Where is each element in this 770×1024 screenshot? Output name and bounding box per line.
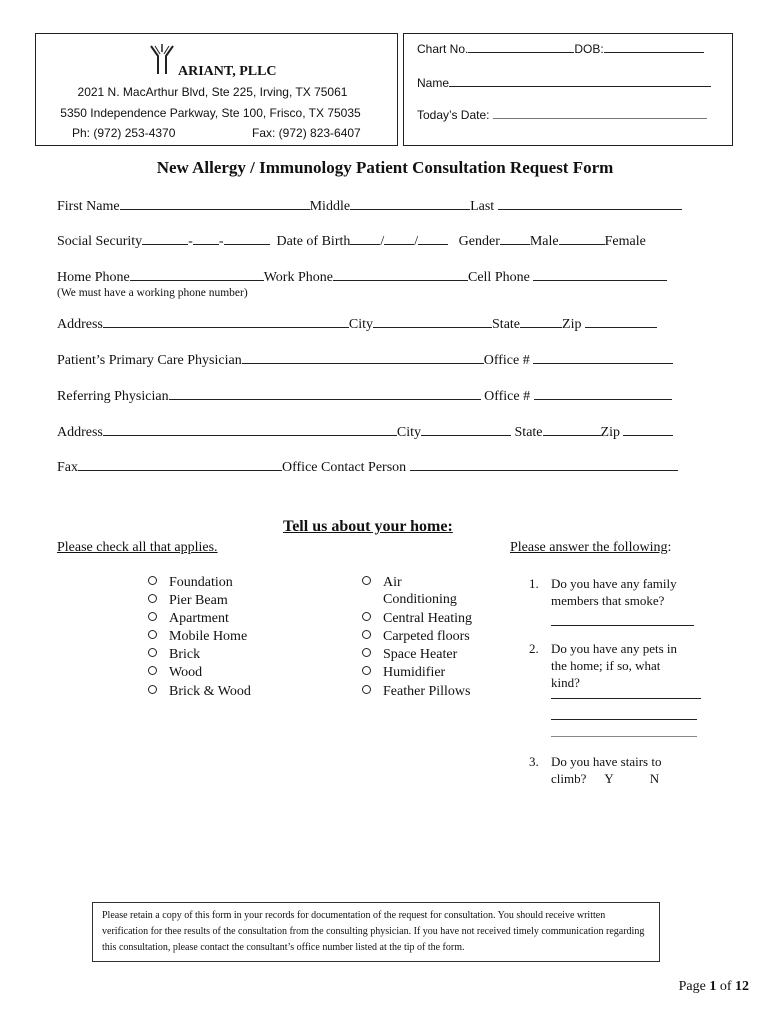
- pcp-label: Patient’s Primary Care Physician: [57, 353, 242, 368]
- pets-answer-field-3[interactable]: [551, 736, 697, 737]
- referring-office-label: Office #: [484, 389, 531, 404]
- chart-dob-row: [417, 41, 704, 56]
- dob-field[interactable]: [604, 41, 704, 53]
- chart-info-box: [403, 33, 733, 146]
- address-frisco: 5350 Independence Parkway, Ste 100, Frisco, TX 75035: [60, 106, 361, 120]
- option-wood[interactable]: Wood: [148, 665, 202, 681]
- pets-answer-field-2[interactable]: [551, 719, 697, 720]
- name-label: Name: [417, 76, 450, 90]
- option-humidifier[interactable]: Humidifier: [362, 665, 445, 681]
- stairs-no-option[interactable]: N: [649, 771, 660, 786]
- fax-label: Fax: [57, 460, 78, 475]
- option-air-conditioning[interactable]: Air: [362, 575, 402, 591]
- address-field[interactable]: [103, 316, 349, 328]
- option-brick-and-wood[interactable]: Brick & Wood: [148, 684, 251, 700]
- home-phone-label: Home Phone: [57, 270, 130, 285]
- checkbox-circle-icon[interactable]: [362, 576, 371, 585]
- pcp-office-label: Office #: [483, 353, 530, 368]
- pcp-row: [57, 352, 673, 369]
- ssn-dob-gender-row: Social Security - - Date of Birth / / Gender Male Female: [57, 234, 646, 249]
- company-logo-icon: [148, 44, 176, 76]
- referring-row: [57, 388, 672, 405]
- ref-zip-label: Zip: [600, 425, 620, 440]
- cell-phone-label: Cell Phone: [467, 270, 530, 285]
- form-title: New Allergy / Immunology Patient Consultation Request Form: [156, 158, 614, 177]
- female-label: Female: [604, 234, 646, 249]
- retention-notice-text: Please retain a copy of this form in your records for documentation of the request for consultation. You should receive written verification for thee results of the consultation from the consulting physician. If you have not received timely communication regarding this consultation, please contact the consultant’s office number listed at the tip of the form.: [102, 910, 645, 953]
- city-label: City: [348, 317, 374, 332]
- name-field[interactable]: [449, 75, 711, 87]
- todays-date-row: [417, 108, 707, 122]
- zip-label: Zip: [562, 317, 582, 332]
- ref-state-label: State: [514, 425, 543, 440]
- ssn-part3-field[interactable]: [224, 233, 270, 245]
- answer-instruction: Please answer the following:: [510, 540, 672, 555]
- option-brick[interactable]: Brick: [148, 647, 200, 663]
- question-stairs: 3. Do you have stairs to climb? Y N: [529, 754, 662, 786]
- checkbox-circle-icon[interactable]: [148, 648, 157, 657]
- retention-notice-box: [92, 902, 660, 962]
- ref-city-field[interactable]: [421, 424, 511, 436]
- cell-phone-field[interactable]: [533, 269, 667, 281]
- last-name-field[interactable]: [498, 198, 682, 210]
- last-label: Last: [470, 199, 495, 214]
- ref-city-label: City: [396, 425, 422, 440]
- dob-year-field[interactable]: [418, 233, 448, 245]
- pcp-field[interactable]: [242, 352, 484, 364]
- smoke-answer-field[interactable]: [551, 625, 694, 626]
- middle-name-field[interactable]: [350, 198, 470, 210]
- checkbox-circle-icon[interactable]: [148, 685, 157, 694]
- pcp-office-field[interactable]: [533, 352, 673, 364]
- phones-row: [57, 269, 667, 286]
- practice-header-box: [35, 33, 398, 146]
- work-phone-label: Work Phone: [263, 270, 333, 285]
- state-label: State: [492, 317, 521, 332]
- ref-zip-field[interactable]: [623, 424, 673, 436]
- address-irving: 2021 N. MacArthur Blvd, Ste 225, Irving, TX 75061: [77, 85, 348, 99]
- ssn-label: Social Security: [57, 234, 143, 249]
- checkbox-circle-icon[interactable]: [362, 666, 371, 675]
- patient-address-row: [57, 316, 657, 333]
- referring-address-row: [57, 424, 673, 441]
- gender-male-field[interactable]: [500, 233, 530, 245]
- checkbox-circle-icon[interactable]: [362, 612, 371, 621]
- question-smoke: 1. Do you have any family members that smoke?: [529, 576, 677, 608]
- todays-date-field[interactable]: [493, 108, 707, 119]
- referring-field[interactable]: [169, 388, 481, 400]
- male-label: Male: [529, 234, 559, 249]
- gender-label: Gender: [458, 234, 500, 249]
- name-fields-row: [57, 198, 682, 215]
- fax-field[interactable]: [78, 459, 282, 471]
- checkbox-circle-icon[interactable]: [148, 576, 157, 585]
- office-contact-field[interactable]: [410, 459, 678, 471]
- question-pets: 2. Do you have any pets in the home; if so, what kind?: [529, 641, 678, 690]
- gender-female-field[interactable]: [559, 233, 605, 245]
- checkbox-circle-icon[interactable]: [362, 648, 371, 657]
- stairs-yes-option[interactable]: Y: [604, 771, 614, 786]
- option-foundation[interactable]: Foundation: [148, 575, 233, 591]
- checkbox-circle-icon[interactable]: [362, 630, 371, 639]
- page-number: Page 1 of 12: [678, 979, 749, 994]
- fax-number: Fax: (972) 823-6407: [252, 126, 361, 140]
- fax-contact-row: [57, 459, 678, 476]
- address-label: Address: [57, 317, 103, 332]
- work-phone-field[interactable]: [333, 269, 468, 281]
- pets-answer-field-1[interactable]: [551, 698, 701, 699]
- phone-note: (We must have a working phone number): [57, 287, 248, 299]
- checkbox-circle-icon[interactable]: [148, 630, 157, 639]
- zip-field[interactable]: [585, 316, 657, 328]
- home-section-title: Tell us about your home:: [283, 518, 453, 535]
- middle-label: Middle: [309, 199, 351, 214]
- option-pier-beam[interactable]: Pier Beam: [148, 593, 228, 609]
- option-feather-pillows[interactable]: Feather Pillows: [362, 684, 471, 700]
- referring-office-field[interactable]: [534, 388, 672, 400]
- ref-address-field[interactable]: [103, 424, 397, 436]
- ref-state-field[interactable]: [543, 424, 601, 436]
- dob-month-field[interactable]: [350, 233, 380, 245]
- option-central-heating[interactable]: Central Heating: [362, 611, 472, 627]
- name-row: [417, 75, 711, 90]
- first-name-field[interactable]: [120, 198, 310, 210]
- chart-no-field[interactable]: [468, 41, 574, 53]
- option-apartment[interactable]: Apartment: [148, 611, 229, 627]
- checkbox-circle-icon[interactable]: [148, 612, 157, 621]
- company-name: ARIANT, PLLC: [178, 64, 277, 79]
- check-all-instruction: Please check all that applies.: [57, 540, 218, 555]
- referring-label: Referring Physician: [57, 389, 169, 404]
- checkbox-circle-icon[interactable]: [362, 685, 371, 694]
- chart-no-label: Chart No.: [417, 42, 469, 56]
- phone-number: Ph: (972) 253-4370: [72, 126, 176, 140]
- option-space-heater[interactable]: Space Heater: [362, 647, 457, 663]
- option-carpeted-floors[interactable]: Carpeted floors: [362, 629, 470, 645]
- ssn-part1-field[interactable]: [142, 233, 188, 245]
- city-field[interactable]: [373, 316, 492, 328]
- checkbox-circle-icon[interactable]: [148, 666, 157, 675]
- home-phone-field[interactable]: [130, 269, 264, 281]
- first-name-label: First Name: [57, 199, 120, 214]
- checkbox-circle-icon[interactable]: [148, 594, 157, 603]
- todays-date-label: Today’s Date:: [417, 108, 490, 122]
- ssn-part2-field[interactable]: [193, 233, 219, 245]
- dob-row-label: Date of Birth: [276, 234, 351, 249]
- dob-day-field[interactable]: [384, 233, 414, 245]
- dob-label: DOB:: [574, 42, 604, 56]
- state-field[interactable]: [520, 316, 562, 328]
- ref-address-label: Address: [57, 425, 103, 440]
- option-mobile-home[interactable]: Mobile Home: [148, 629, 247, 645]
- office-contact-label: Office Contact Person: [282, 460, 407, 475]
- option-air-conditioning-line2: Conditioning: [383, 592, 457, 607]
